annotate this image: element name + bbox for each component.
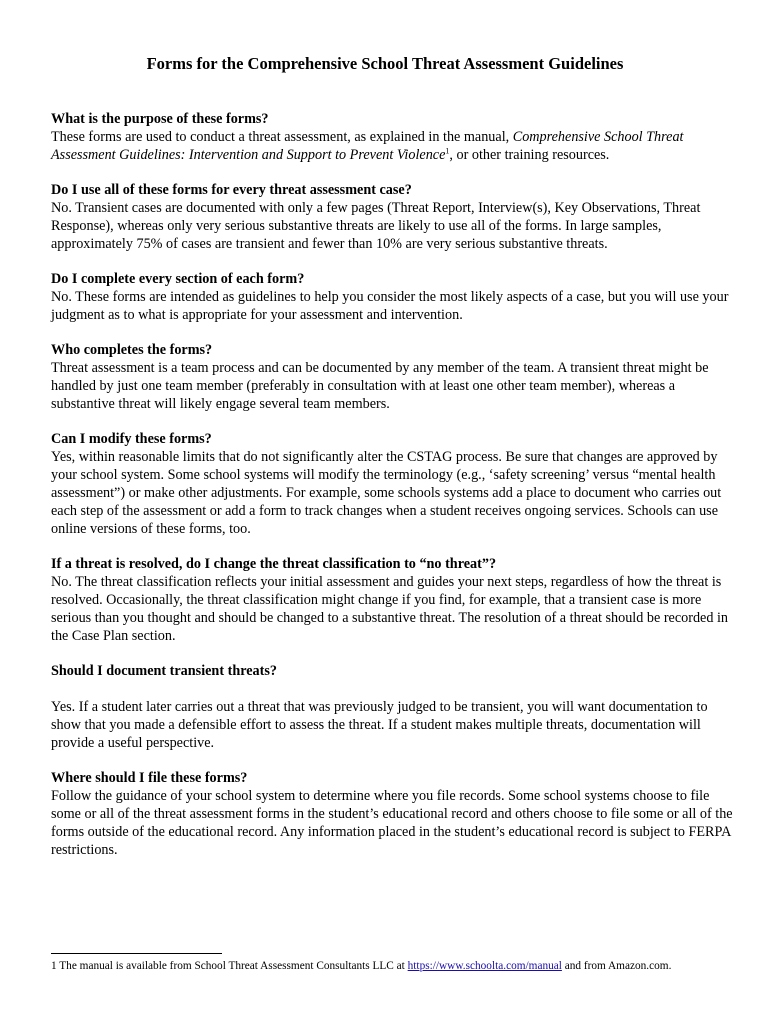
- faq-section-modify: [51, 430, 733, 538]
- footnote-marker[interactable]: 1: [445, 146, 450, 156]
- page-title: Forms for the Comprehensive School Threat Assessment Guidelines: [146, 54, 624, 73]
- footnote-text: 1 The manual is available from School Threat Assessment Consultants LLC at: [51, 960, 408, 972]
- faq-section-resolved: [51, 555, 733, 645]
- faq-section-who-completes: [51, 341, 733, 413]
- footnote-divider: [51, 953, 222, 954]
- faq-section-filing: [51, 769, 733, 859]
- faq-question: Who completes the forms?: [51, 342, 213, 358]
- answer-text: These forms are used to conduct a threat assessment, as explained in the manual,: [51, 129, 513, 145]
- faq-section-transient: [51, 662, 733, 752]
- manual-link[interactable]: https://www.schoolta.com/manual: [407, 960, 562, 972]
- faq-question: Do I complete every section of each form?: [51, 271, 305, 287]
- faq-section-all-forms: [51, 181, 733, 253]
- faq-answer: Yes. If a student later carries out a threat that was previously judged to be transient, you will want documentation to show that you made a defensible effort to assess the threat. If a student makes multiple threats, documentation will provide a useful perspective.: [51, 699, 708, 751]
- manual-title: Comprehensive School Threat Assessment Guidelines: Intervention and Support to Prevent Violence: [51, 129, 684, 163]
- faq-question: Should I document transient threats?: [51, 663, 277, 679]
- faq-question: If a threat is resolved, do I change the threat classification to “no threat”?: [51, 556, 497, 572]
- answer-text: , or other training resources.: [449, 147, 610, 163]
- faq-answer: No. These forms are intended as guidelines to help you consider the most likely aspects of a case, but you will use your judgment as to what is appropriate for your assessment and intervention.: [51, 289, 729, 323]
- faq-answer: No. The threat classification reflects your initial assessment and guides your next steps, regardless of how the threat is resolved. Occasionally, the threat classification might change if you find, for example, that a transient case is more serious than you thought and should be changed to a substantive threat. The resolution of a threat should be recorded in the Case Plan section.: [51, 574, 729, 644]
- faq-answer: Threat assessment is a team process and can be documented by any member of the team. A transient threat might be handled by just one team member (preferably in consultation with at least one other team member), whereas a substantive threat will likely engage several team members.: [51, 360, 709, 412]
- faq-content: [51, 110, 733, 876]
- faq-question: Can I modify these forms?: [51, 431, 212, 447]
- footnote: [51, 958, 733, 974]
- faq-question: Where should I file these forms?: [51, 770, 248, 786]
- faq-section-purpose: [51, 110, 733, 164]
- footnote-text: and from Amazon.com.: [561, 960, 672, 972]
- faq-answer: Follow the guidance of your school system to determine where you file records. Some school systems choose to file some or all of the threat assessment forms in the student’s educational record and others choose to file some or all of the forms outside of the educational record. Any information placed in the student’s educational record is subject to FERPA restrictions.: [51, 788, 733, 858]
- faq-answer: [51, 128, 733, 164]
- faq-section-every-section: [51, 270, 733, 324]
- faq-question: Do I use all of these forms for every threat assessment case?: [51, 182, 412, 198]
- faq-question: What is the purpose of these forms?: [51, 111, 269, 127]
- faq-answer: No. Transient cases are documented with only a few pages (Threat Report, Interview(s), Key Observations, Threat Response), whereas only very serious substantive threats are likely to use all of the forms. In large samples, approximately 75% of cases are transient and fewer than 10% are very serious substantive threats.: [51, 200, 701, 252]
- faq-answer: Yes, within reasonable limits that do not significantly alter the CSTAG process. Be sure that changes are approved by your school system. Some school systems will modify the terminology (e.g., ‘safety screening’ versus “mental health assessment”) or make other adjustments. For example, some schools systems add a place to document who carries out each step of the assessment or add a form to track changes when a student receives ongoing services. Schools can use online versions of these forms, too.: [51, 449, 722, 537]
